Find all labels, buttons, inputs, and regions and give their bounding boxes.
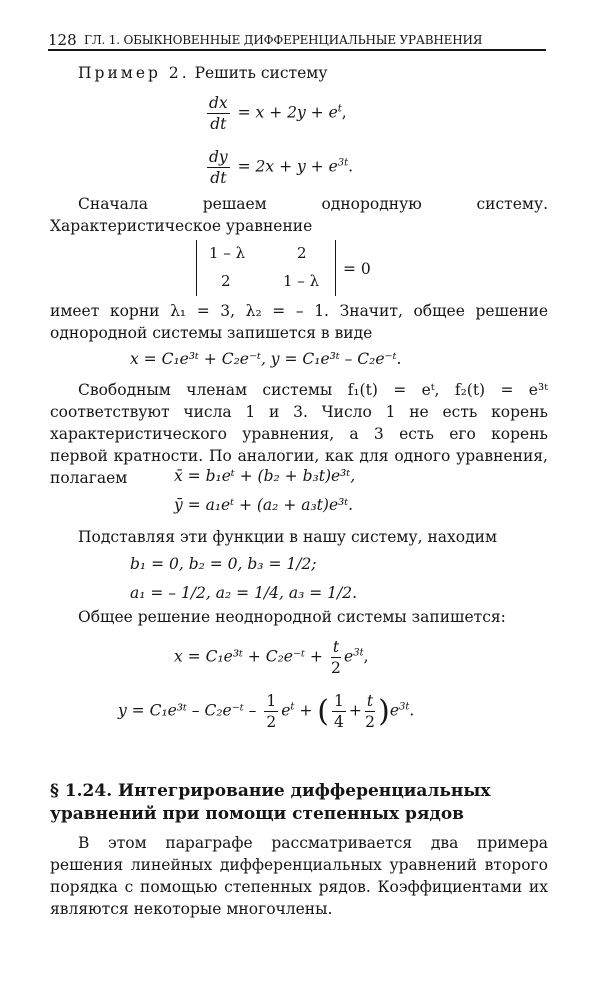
- paragraph-substitute: Подставляя эти функции в нашу систему, находим: [78, 528, 498, 546]
- paragraph-general: Общее решение неоднородной системы запишется:: [78, 608, 506, 626]
- example-heading: [50, 62, 548, 84]
- dy-numerator: dy: [209, 148, 228, 166]
- example-text: Решить систему: [189, 64, 328, 82]
- dx-rhs: = x + 2y + e: [237, 103, 338, 122]
- paragraph-homogeneous: Сначала решаем однородную систему. Характеристическое уравнение: [50, 195, 548, 235]
- header-rule: [48, 49, 546, 51]
- paragraph-roots: имеет корни λ₁ = 3, λ₂ = – 1. Значит, общее решение однородной системы запишется в виде: [50, 302, 548, 342]
- dy-rhs: = 2x + y + e: [237, 157, 338, 176]
- paragraph-section-intro: В этом параграфе рассматривается два примера решения линейных дифференциальных уравнений второго порядка с помощью степенных рядов. Коэффициентами их являются некоторые многочлены.: [50, 834, 548, 918]
- a-coefficients: a₁ = – 1/2, a₂ = 1/4, a₃ = 1/2.: [130, 584, 358, 602]
- det-a21: 2: [221, 272, 231, 290]
- det-a22: 1 – λ: [283, 272, 320, 290]
- general-solution-x: x = C₁e³ᵗ + C₂e⁻ᵗ + $\frac{t}{2}$ $e^{3t}$,: [174, 638, 369, 677]
- example-label: Пример 2.: [78, 64, 190, 82]
- section-title: § 1.24. Интегрирование дифференциальных уравнений при помощи степенных рядов: [50, 781, 491, 824]
- b-coefficients: b₁ = 0, b₂ = 0, b₃ = 1/2;: [130, 555, 317, 573]
- homogeneous-solution: x = C₁e³ᵗ + C₂e⁻ᵗ, y = C₁e³ᵗ – C₂e⁻ᵗ.: [130, 350, 402, 368]
- equation-dy: $\frac{dy}{dt}$ = $2x + y + e^{3t}$.: [209, 148, 354, 187]
- ansatz-x: x̄ = b₁eᵗ + (b₂ + b₃t)e³ᵗ,: [174, 467, 356, 485]
- general-solution-y: y = C₁e³ᵗ – C₂e⁻ᵗ – $\frac{1}{2}$ $e^t$ + ( $\frac{1}{4}$ + $\frac{t}{2}$ )$e^{3t}$.: [118, 692, 415, 731]
- page-number: 128: [48, 31, 77, 49]
- characteristic-determinant: [196, 240, 336, 296]
- x-general-lhs: x = C₁e³ᵗ + C₂e⁻ᵗ +: [174, 647, 323, 666]
- det-equals-zero: = 0: [343, 260, 371, 278]
- y-general-lhs: y = C₁e³ᵗ – C₂e⁻ᵗ –: [118, 701, 257, 720]
- running-title: ГЛ. 1. ОБЫКНОВЕННЫЕ ДИФФЕРЕНЦИАЛЬНЫЕ УРАВНЕНИЯ: [84, 33, 483, 47]
- dy-denominator: dt: [210, 169, 227, 187]
- det-a12: 2: [297, 244, 307, 262]
- dx-denominator: dt: [210, 115, 227, 133]
- equation-dx: $\frac{dx}{dt}$ = $x + 2y + e^t$,: [209, 94, 347, 133]
- det-a11: 1 – λ: [209, 244, 246, 262]
- paragraph-free-terms: Свободным членам системы f₁(t) = eᵗ, f₂(t) = e³ᵗ соответствуют числа 1 и 3. Число 1 не есть корень характеристического уравнения, а 3 есть его корень первой кратности. По аналогии, как для одного уравнения, полагаем: [50, 381, 548, 487]
- dx-numerator: dx: [209, 94, 228, 112]
- running-header: [48, 28, 546, 50]
- ansatz-y: ȳ = a₁eᵗ + (a₂ + a₃t)e³ᵗ.: [174, 496, 354, 514]
